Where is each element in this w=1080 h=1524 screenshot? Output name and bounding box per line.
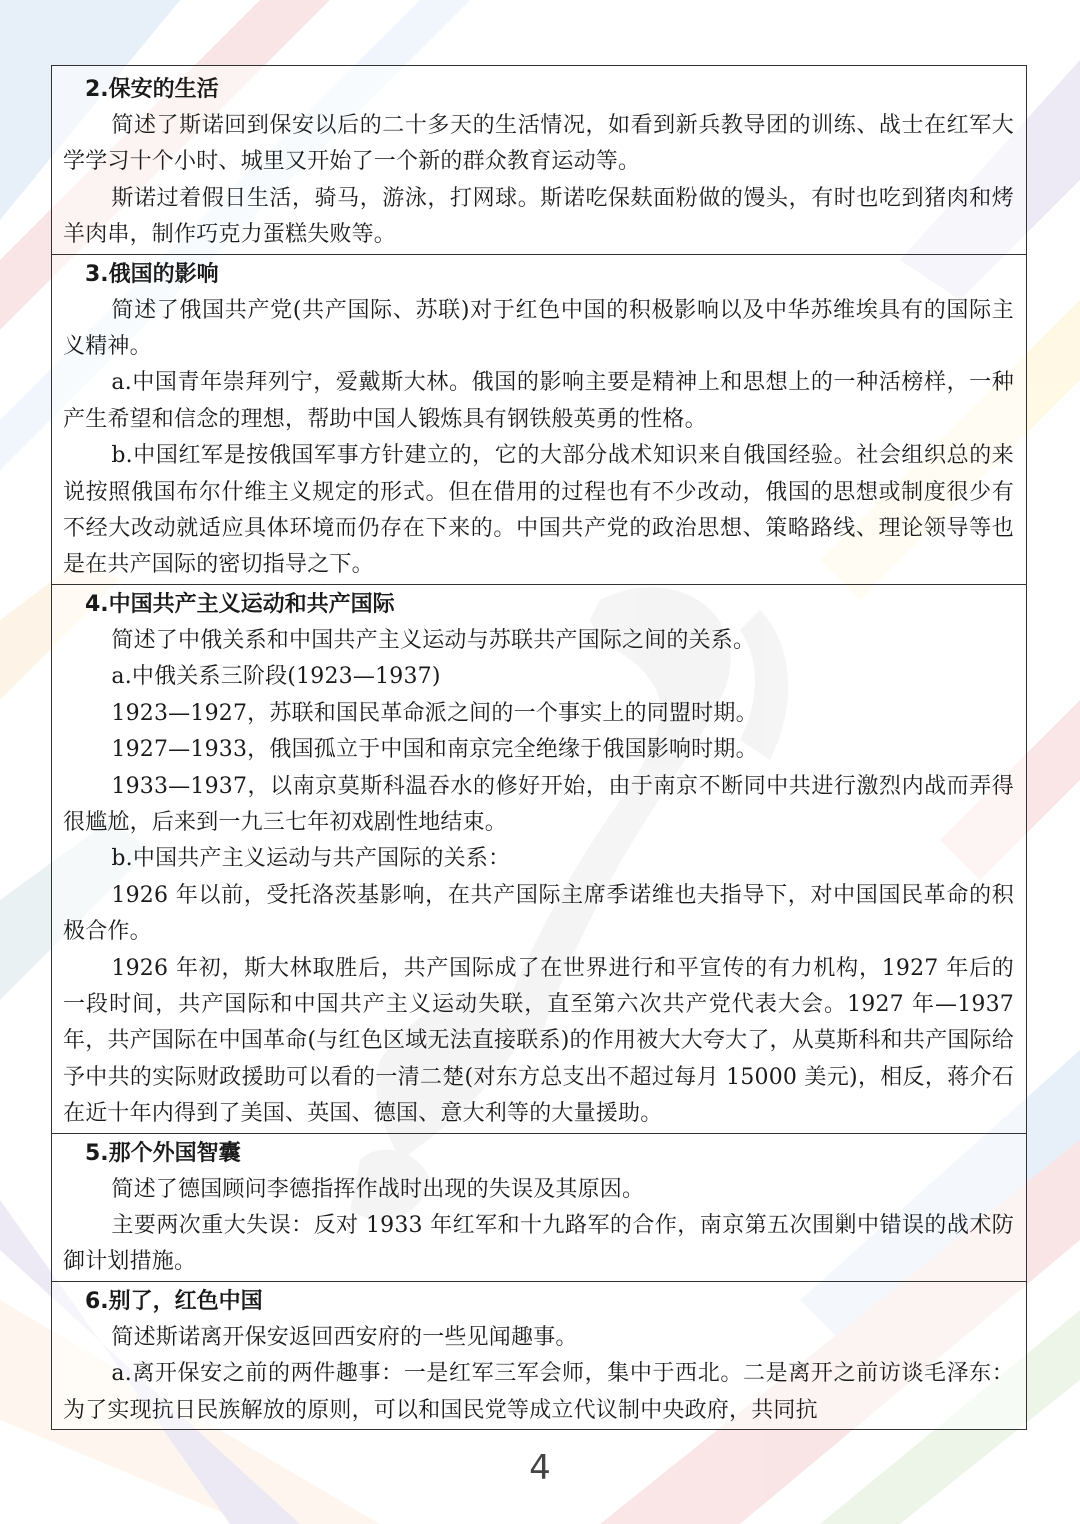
- paragraph: 1933—1937，以南京莫斯科温吞水的修好开始，由于南京不断同中共进行激烈内战而弄得很尴尬，后来到一九三七年初戏剧性地结束。: [63, 773, 1014, 835]
- section-farewell: [52, 1281, 1026, 1429]
- paragraph: 1927—1933，俄国孤立于中国和南京完全绝缘于俄国影响时期。: [111, 737, 758, 763]
- paragraph: 简述了俄国共产党(共产国际、苏联)对于红色中国的积极影响以及中华苏维埃具有的国际主义精神。: [63, 297, 1014, 360]
- paragraph: 1923—1927，苏联和国民革命派之间的一个事实上的同盟时期。: [111, 700, 758, 726]
- paragraph: a.离开保安之前的两件趣事：一是红军三军会师，集中于西北。二是离开之前访谈毛泽东：为了实现抗日民族解放的原则，可以和国民党等成立代议制中央政府，共同抗: [63, 1361, 1014, 1423]
- paragraph: 简述了中俄关系和中国共产主义运动与苏联共产国际之间的关系。: [111, 627, 756, 653]
- page-number: 4: [529, 1448, 551, 1488]
- paragraph: a.中国青年崇拜列宁，爱戴斯大林。俄国的影响主要是精神上和思想上的一种活榜样，一种产生希望和信念的理想，帮助中国人锻炼具有钢铁般英勇的性格。: [63, 370, 1014, 432]
- section-russian-influence: [52, 254, 1026, 584]
- section-baoan-life: [52, 66, 1026, 254]
- paragraph: 简述了斯诺回到保安以后的二十多天的生活情况，如看到新兵教导团的训练、战士在红军大学学习十个小时、城里又开始了一个新的群众教育运动等。: [63, 113, 1014, 175]
- paragraph: 简述斯诺离开保安返回西安府的一些见闻趣事。: [111, 1324, 578, 1350]
- paragraph: 主要两次重大失误：反对 1933 年红军和十九路军的合作，南京第五次围剿中错误的战术防御计划措施。: [63, 1212, 1014, 1275]
- section-title: 5.那个外国智囊: [85, 1140, 241, 1166]
- paragraph: 简述了德国顾问李德指挥作战时出现的失误及其原因。: [111, 1176, 645, 1202]
- paragraph: a.中俄关系三阶段(1923—1937): [111, 664, 441, 690]
- paragraph: b.中国红军是按俄国军事方针建立的，它的大部分战术知识来自俄国经验。社会组织总的来说按照俄国布尔什维主义规定的形式。但在借用的过程也有不少改动，俄国的思想或制度很少有不经大改动就适应具体环境而仍存在下来的。中国共产党的政治思想、策略路线、理论领导等也是在共产国际的密切指导之下。: [63, 443, 1014, 578]
- section-title: 3.俄国的影响: [85, 261, 219, 287]
- section-title: 2.保安的生活: [85, 77, 219, 102]
- section-foreign-advisor: [52, 1133, 1026, 1281]
- content-table: [51, 65, 1027, 1430]
- section-comintern: [52, 584, 1026, 1133]
- paragraph: 1926 年初，斯大林取胜后，共产国际成了在世界进行和平宣传的有力机构，1927 年后的一段时间，共产国际和中国共产主义运动失联，直至第六次共产党代表大会。1927 年—1937 年，共产国际在中国革命(与红色区域无法直接联系)的作用被大大夸大了，从莫斯科和共产国际给予中共的实际财政援助可以看的一清二楚(对东方总支出不超过每月 15000 美元)，相反，蒋介石在近十年内得到了美国、英国、德国、意大利等的大量援助。: [63, 955, 1014, 1127]
- paragraph: b.中国共产主义运动与共产国际的关系：: [111, 846, 511, 872]
- paragraph: 斯诺过着假日生活，骑马，游泳，打网球。斯诺吃保麸面粉做的馒头，有时也吃到猪肉和烤羊肉串，制作巧克力蛋糕失败等。: [63, 185, 1014, 248]
- paragraph: 1926 年以前，受托洛茨基影响，在共产国际主席季诺维也夫指导下，对中国国民革命的积极合作。: [63, 882, 1014, 945]
- section-title: 6.别了，红色中国: [85, 1288, 263, 1314]
- section-title: 4.中国共产主义运动和共产国际: [85, 591, 395, 617]
